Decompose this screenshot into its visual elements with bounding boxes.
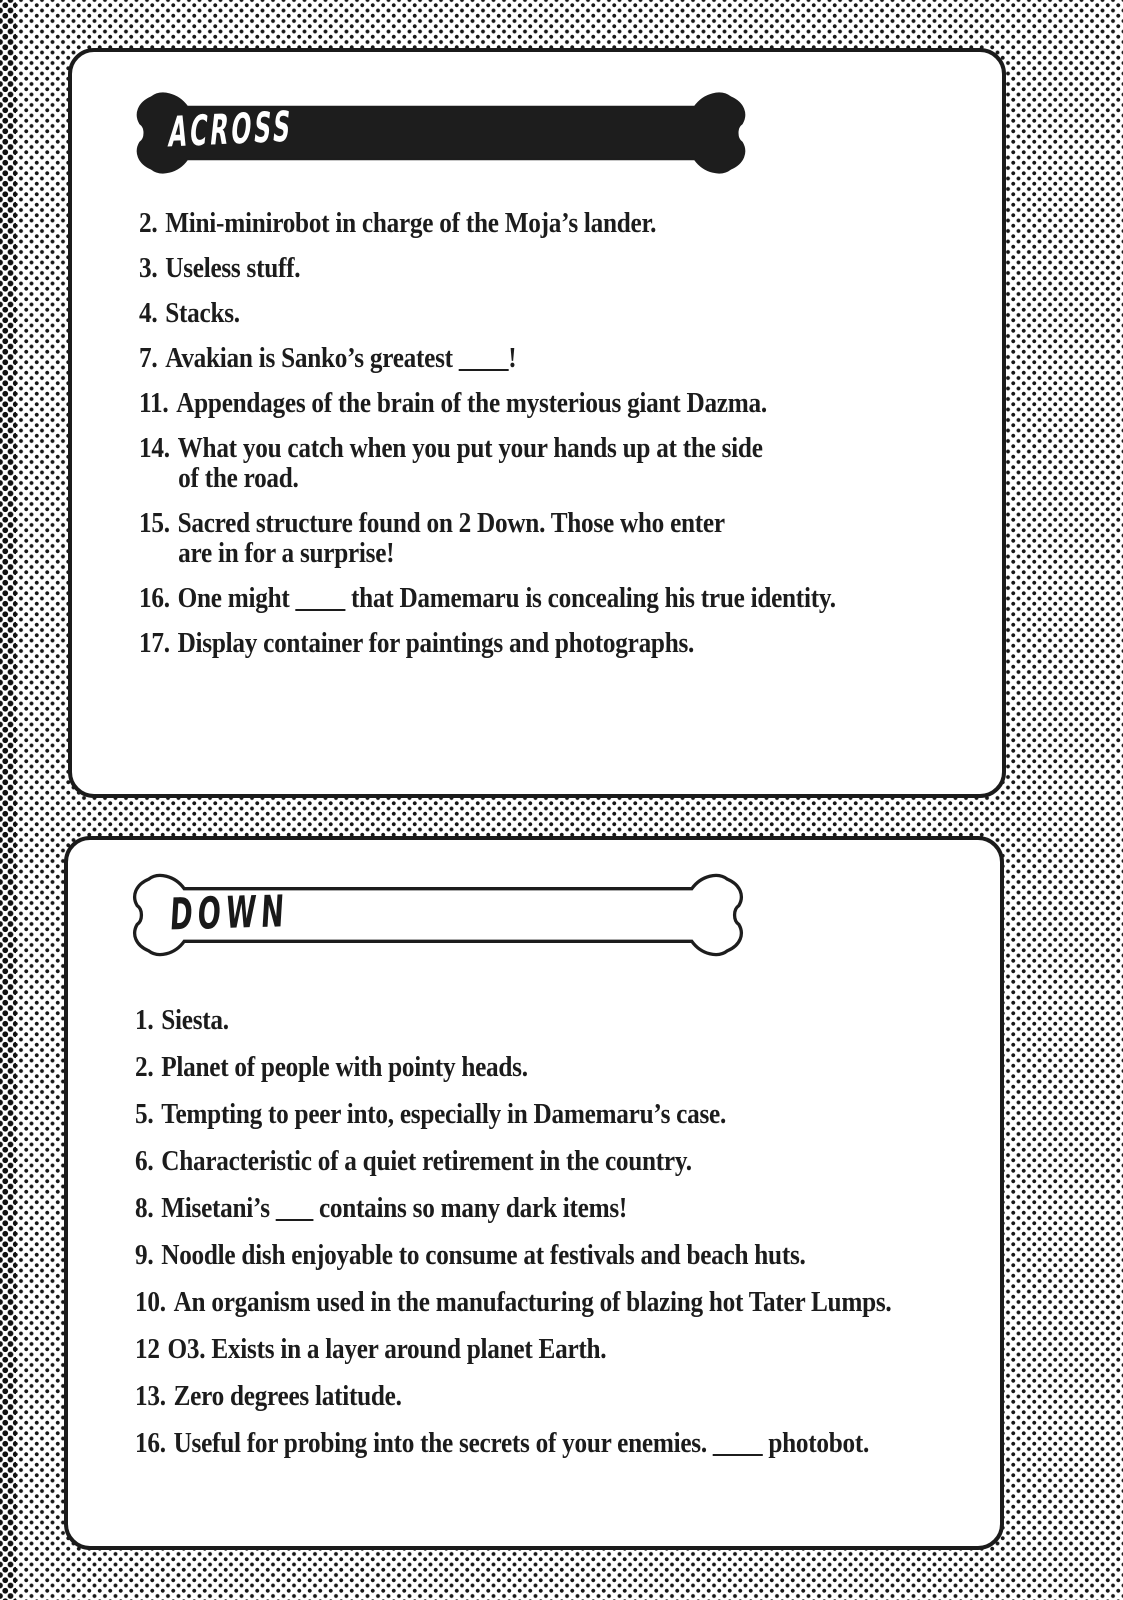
clue-number: 16.: [139, 582, 170, 614]
down-title: DOWN: [168, 886, 291, 941]
clue-number: 12: [135, 1333, 160, 1365]
clue-text: O3. Exists in a layer around planet Earth.: [167, 1333, 607, 1365]
clue-item: [139, 433, 1006, 493]
clue-number: 1.: [135, 1004, 154, 1036]
clue-text-line2: of the road.: [178, 462, 299, 494]
clue-text: Useful for probing into the secrets of your enemies. ____ photobot.: [173, 1427, 870, 1459]
across-title: ACROSS: [166, 101, 296, 157]
clue-item: [139, 628, 1006, 658]
clue-number: 5.: [135, 1098, 154, 1130]
clue-number: 2.: [139, 207, 158, 239]
clue-number: 13.: [135, 1380, 166, 1412]
clue-number: 10.: [135, 1286, 166, 1318]
clue-text: Tempting to peer into, especially in Damemaru’s case.: [161, 1098, 727, 1130]
down-panel: [64, 836, 1004, 1550]
clue-item: [135, 1099, 1004, 1129]
clue-number: 6.: [135, 1145, 154, 1177]
clue-item: [139, 508, 1006, 568]
clue-text: What you catch when you put your hands up at the side: [177, 432, 763, 464]
down-clue-list: [135, 1005, 1004, 1475]
clue-number: 8.: [135, 1192, 154, 1224]
clue-item: [139, 343, 1006, 373]
clue-item: [135, 1052, 1004, 1082]
clue-text: An organism used in the manufacturing of blazing hot Tater Lumps.: [173, 1286, 892, 1318]
clue-text: Useless stuff.: [165, 252, 301, 284]
clue-text: Stacks.: [165, 297, 240, 329]
clue-number: 16.: [135, 1427, 166, 1459]
clue-number: 11.: [139, 387, 169, 419]
clue-item: [139, 298, 1006, 328]
clue-item: [135, 1287, 1004, 1317]
clue-number: 17.: [139, 627, 170, 659]
clue-item: [135, 1334, 1004, 1364]
clue-text: Siesta.: [161, 1004, 229, 1036]
clue-number: 7.: [139, 342, 158, 374]
clue-number: 3.: [139, 252, 158, 284]
clue-number: 2.: [135, 1051, 154, 1083]
page-edge-halftone: [0, 0, 16, 1600]
clue-text: Sacred structure found on 2 Down. Those who enter: [177, 507, 725, 539]
clue-item: [139, 388, 1006, 418]
clue-item: [135, 1146, 1004, 1176]
clue-item: [135, 1428, 1004, 1458]
clue-text: Planet of people with pointy heads.: [161, 1051, 528, 1083]
down-banner: [114, 868, 762, 962]
clue-number: 15.: [139, 507, 170, 539]
clue-text: Zero degrees latitude.: [173, 1380, 402, 1412]
clue-number: 4.: [139, 297, 158, 329]
clue-number: 9.: [135, 1239, 154, 1271]
clue-text: Avakian is Sanko’s greatest ____!: [165, 342, 517, 374]
clue-item: [139, 583, 1006, 613]
clue-item: [135, 1381, 1004, 1411]
clue-item: [135, 1005, 1004, 1035]
clue-item: [139, 208, 1006, 238]
clue-text: One might ____ that Damemaru is concealing his true identity.: [177, 582, 836, 614]
clue-number: 14.: [139, 432, 170, 464]
clue-item: [135, 1193, 1004, 1223]
clue-text-line2: are in for a surprise!: [178, 537, 395, 569]
across-panel: [68, 48, 1006, 798]
clue-item: [139, 253, 1006, 283]
clue-text: Display container for paintings and photographs.: [177, 627, 695, 659]
clue-text: Noodle dish enjoyable to consume at festivals and beach huts.: [161, 1239, 806, 1271]
clue-text: Misetani’s ___ contains so many dark items!: [161, 1192, 628, 1224]
across-banner: [117, 86, 765, 180]
clue-text: Characteristic of a quiet retirement in the country.: [161, 1145, 692, 1177]
across-clue-list: [139, 208, 1006, 673]
clue-item: [135, 1240, 1004, 1270]
clue-text: Mini-minirobot in charge of the Moja’s lander.: [165, 207, 657, 239]
clue-text: Appendages of the brain of the mysterious giant Dazma.: [176, 387, 767, 419]
